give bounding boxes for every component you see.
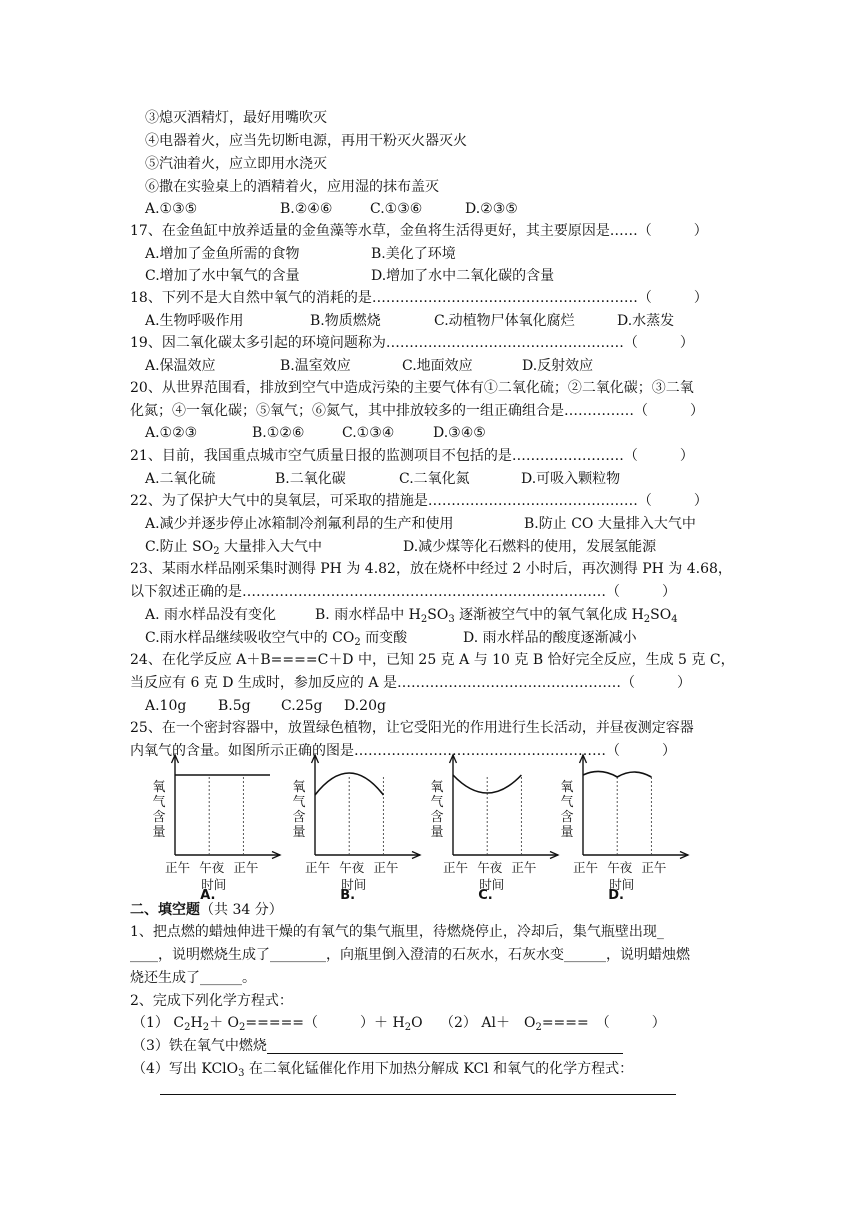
q24-stem-line2: 当反应有 6 克 D 生成时，参加反应的 A 是…………………………………………（ ）	[130, 675, 691, 691]
fill2-equation-2: （2） Al＋ $O_2====$ （ ）	[440, 1015, 666, 1033]
q20-option-a[interactable]: A.①②③	[145, 425, 198, 441]
q18-stem: 18、下列不是大自然中氧气的消耗的是…………………………………………………（ ）	[130, 290, 708, 306]
q16-options	[145, 199, 518, 219]
fill1-line1: 1、把点燃的蜡烛伸进干燥的有氧气的集气瓶里，待燃烧停止，冷却后，集气瓶壁出现_	[130, 924, 664, 940]
x-axis-title: 时间	[609, 877, 635, 892]
x-tick-label: 正午	[641, 860, 667, 875]
q21-options	[145, 469, 620, 489]
q22-stem: 22、为了保护大气中的臭氧层，可采取的措施是………………………………………（ ）	[130, 493, 708, 509]
q20-options	[145, 423, 486, 443]
q22-options-row1	[145, 514, 696, 534]
q25-stem-line2: 内氧气的含量。如图所示正确的图是………………………………………………（ ）	[130, 743, 676, 759]
fill2-equation-1: （1） $C_2H_2+ O_2=====$（ ）＋ $H_2O$	[132, 1015, 423, 1033]
q21-option-a[interactable]: A.二氧化硫	[145, 471, 216, 487]
x-tick-label: 正午	[573, 860, 599, 875]
q22-option-c[interactable]: C.防止 $SO_2$ 大量排入大气中	[145, 539, 323, 557]
q23-stem-line1: 23、某雨水样品刚采集时测得 PH 为 4.82，放在烧杯中经过 2 小时后，再次测得 PH 为 4.68，	[130, 561, 732, 577]
q21-stem: 21、目前，我国重点城市空气质量日报的监测项目不包括的是……………………（ ）	[130, 448, 694, 464]
fill1-line2: ____，说明燃烧生成了________，向瓶里倒入澄清的石灰水，石灰水变______，说明蜡烛燃	[130, 947, 690, 963]
q16-item-5: ⑤汽油着火，应立即用水浇灭	[145, 156, 327, 172]
x-tick-label: 午夜	[607, 860, 633, 875]
q16-option-a[interactable]: A.①③⑤	[145, 201, 198, 217]
q18-option-d[interactable]: D.水蒸发	[617, 313, 675, 329]
q20-option-c[interactable]: C.①③④	[342, 425, 395, 441]
fill1-line3: 烧还生成了______。	[130, 970, 256, 986]
q16-item-3: ③熄灭酒精灯，最好用嘴吹灭	[145, 110, 327, 126]
q24-stem-line1: 24、在化学反应 A＋B====C＋D 中，已知 25 克 A 与 10 克 B 恰好完全反应，生成 5 克 C，	[130, 652, 735, 668]
q19-option-b[interactable]: B.温室效应	[280, 358, 351, 374]
oxygen-series-line	[583, 771, 651, 777]
q16-item-4: ④电器着火，应当先切断电源，再用干粉灭火器灭火	[145, 133, 467, 149]
q19-option-d[interactable]: D.反射效应	[522, 358, 594, 374]
x-tick-label: 正午	[305, 860, 331, 875]
chart-option-label: C.	[478, 888, 493, 903]
fill2-equation-4: （4）写出 KClO$_3$ 在二氧化锰催化作用下加热分解成 KCl 和氧气的化学方程式：	[132, 1061, 634, 1079]
chart-a[interactable]	[145, 750, 285, 903]
q20-stem-line1: 20、从世界范围看，排放到空气中造成污染的主要气体有①二氧化硫；②二氧化碳；③二氧	[130, 380, 694, 396]
q21-option-c[interactable]: C.二氧化氮	[399, 471, 470, 487]
q21-option-d[interactable]: D.可吸入颗粒物	[521, 471, 621, 487]
chart-option-label: A.	[200, 888, 216, 903]
q16-option-c[interactable]: C.①③⑥	[370, 201, 423, 217]
q17-option-d[interactable]: D.增加了水中二氧化碳的含量	[371, 268, 555, 284]
q20-stem-line2: 化氮；④一氧化碳；⑤氧气；⑥氮气，其中排放较多的一组正确组合是……………（ ）	[130, 403, 704, 419]
q20-option-b[interactable]: B.①②⑥	[252, 425, 305, 441]
q24-option-d[interactable]: D.20g	[344, 698, 386, 714]
section2-title	[130, 900, 283, 920]
x-tick-label: 午夜	[339, 860, 365, 875]
q18-option-c[interactable]: C.动植物尸体氧化腐烂	[434, 313, 575, 329]
q16-option-b[interactable]: B.②④⑥	[280, 201, 333, 217]
chart-c[interactable]	[423, 750, 563, 903]
q24-options	[145, 696, 386, 716]
x-tick-label: 正午	[373, 860, 399, 875]
q19-option-c[interactable]: C.地面效应	[402, 358, 473, 374]
y-axis-label: 氧 气 含 量	[430, 780, 444, 840]
q18-option-a[interactable]: A.生物呼吸作用	[145, 313, 244, 329]
q17-option-a[interactable]: A.增加了金鱼所需的食物	[145, 246, 300, 262]
section2-title-text: 二、填空题	[130, 902, 200, 918]
x-axis-title: 时间	[201, 877, 227, 892]
q22-option-d[interactable]: D.减少煤等化石燃料的使用，发展氢能源	[403, 539, 657, 555]
x-tick-label: 正午	[165, 860, 191, 875]
q16-item-6: ⑥撒在实验桌上的酒精着火，应用湿的抹布盖灭	[145, 179, 439, 195]
chart-b[interactable]	[285, 750, 425, 903]
x-tick-label: 午夜	[199, 860, 225, 875]
y-axis-label: 氧 气 含 量	[560, 780, 574, 840]
x-axis-title: 时间	[341, 877, 367, 892]
q24-option-a[interactable]: A.10g	[145, 698, 187, 714]
q17-option-c[interactable]: C.增加了水中氧气的含量	[145, 268, 300, 284]
answer-line-3[interactable]	[267, 1037, 623, 1054]
q19-stem: 19、因二氧化碳太多引起的环境问题称为……………………………………………（ ）	[130, 335, 694, 351]
oxygen-series-line	[315, 773, 383, 795]
q16-option-d[interactable]: D.②③⑤	[465, 201, 518, 217]
x-axis-title: 时间	[479, 877, 505, 892]
x-tick-label: 正午	[443, 860, 469, 875]
q23-option-d[interactable]: D. 雨水样品的酸度逐渐减小	[463, 630, 637, 646]
q23-option-a[interactable]: A. 雨水样品没有变化	[145, 607, 277, 623]
x-tick-label: 正午	[233, 860, 259, 875]
q22-option-b[interactable]: B.防止 CO 大量排入大气中	[524, 516, 696, 532]
q25-stem-line1: 25、在一个密封容器中，放置绿色植物，让它受阳光的作用进行生长活动，并昼夜测定容器	[130, 720, 694, 736]
q21-option-b[interactable]: B.二氧化碳	[275, 471, 346, 487]
q20-option-d[interactable]: D.③④⑤	[433, 425, 486, 441]
q24-option-c[interactable]: C.25g	[281, 698, 323, 714]
y-axis-label: 氧 气 含 量	[152, 780, 166, 840]
section2-points: （共 34 分）	[200, 902, 283, 918]
q17-options-row2	[145, 266, 554, 286]
q17-options-row1	[145, 244, 456, 264]
chart-option-label: B.	[340, 888, 356, 903]
q23-option-b[interactable]: B. 雨水样品中 $H_2SO_3$ 逐渐被空气中的氧气氧化成 $H_2SO_4$	[315, 607, 678, 625]
q23-stem-line2: 以下叙述正确的是……………………………………………………………………（ ）	[130, 584, 676, 600]
q22-options-row2	[145, 537, 656, 557]
q24-option-b[interactable]: B.5g	[218, 698, 251, 714]
chart-d[interactable]	[553, 750, 693, 903]
q17-option-b[interactable]: B.美化了环境	[371, 246, 456, 262]
q18-options	[145, 311, 674, 331]
chart-option-label: D.	[608, 888, 624, 903]
answer-line-4[interactable]	[160, 1094, 676, 1095]
fill2-title: 2、完成下列化学方程式：	[130, 993, 293, 1009]
q19-option-a[interactable]: A.保温效应	[145, 358, 216, 374]
fill2-equation-3: （3）铁在氧气中燃烧	[132, 1036, 623, 1056]
x-tick-label: 正午	[511, 860, 537, 875]
q23-options-row2	[145, 628, 637, 648]
q18-option-b[interactable]: B.物质燃烧	[310, 313, 381, 329]
q19-options	[145, 356, 593, 376]
y-axis-label: 氧 气 含 量	[292, 780, 306, 840]
x-tick-label: 午夜	[477, 860, 503, 875]
q22-option-a[interactable]: A.减少并逐步停止冰箱制冷剂氟利昂的生产和使用	[145, 516, 454, 532]
q17-stem: 17、在金鱼缸中放养适量的金鱼藻等水草，金鱼将生活得更好，其主要原因是……（ ）	[130, 223, 708, 239]
q23-option-c[interactable]: C.雨水样品继续吸收空气中的 $CO_2$ 而变酸	[145, 630, 408, 648]
q23-options-row1	[145, 605, 678, 625]
